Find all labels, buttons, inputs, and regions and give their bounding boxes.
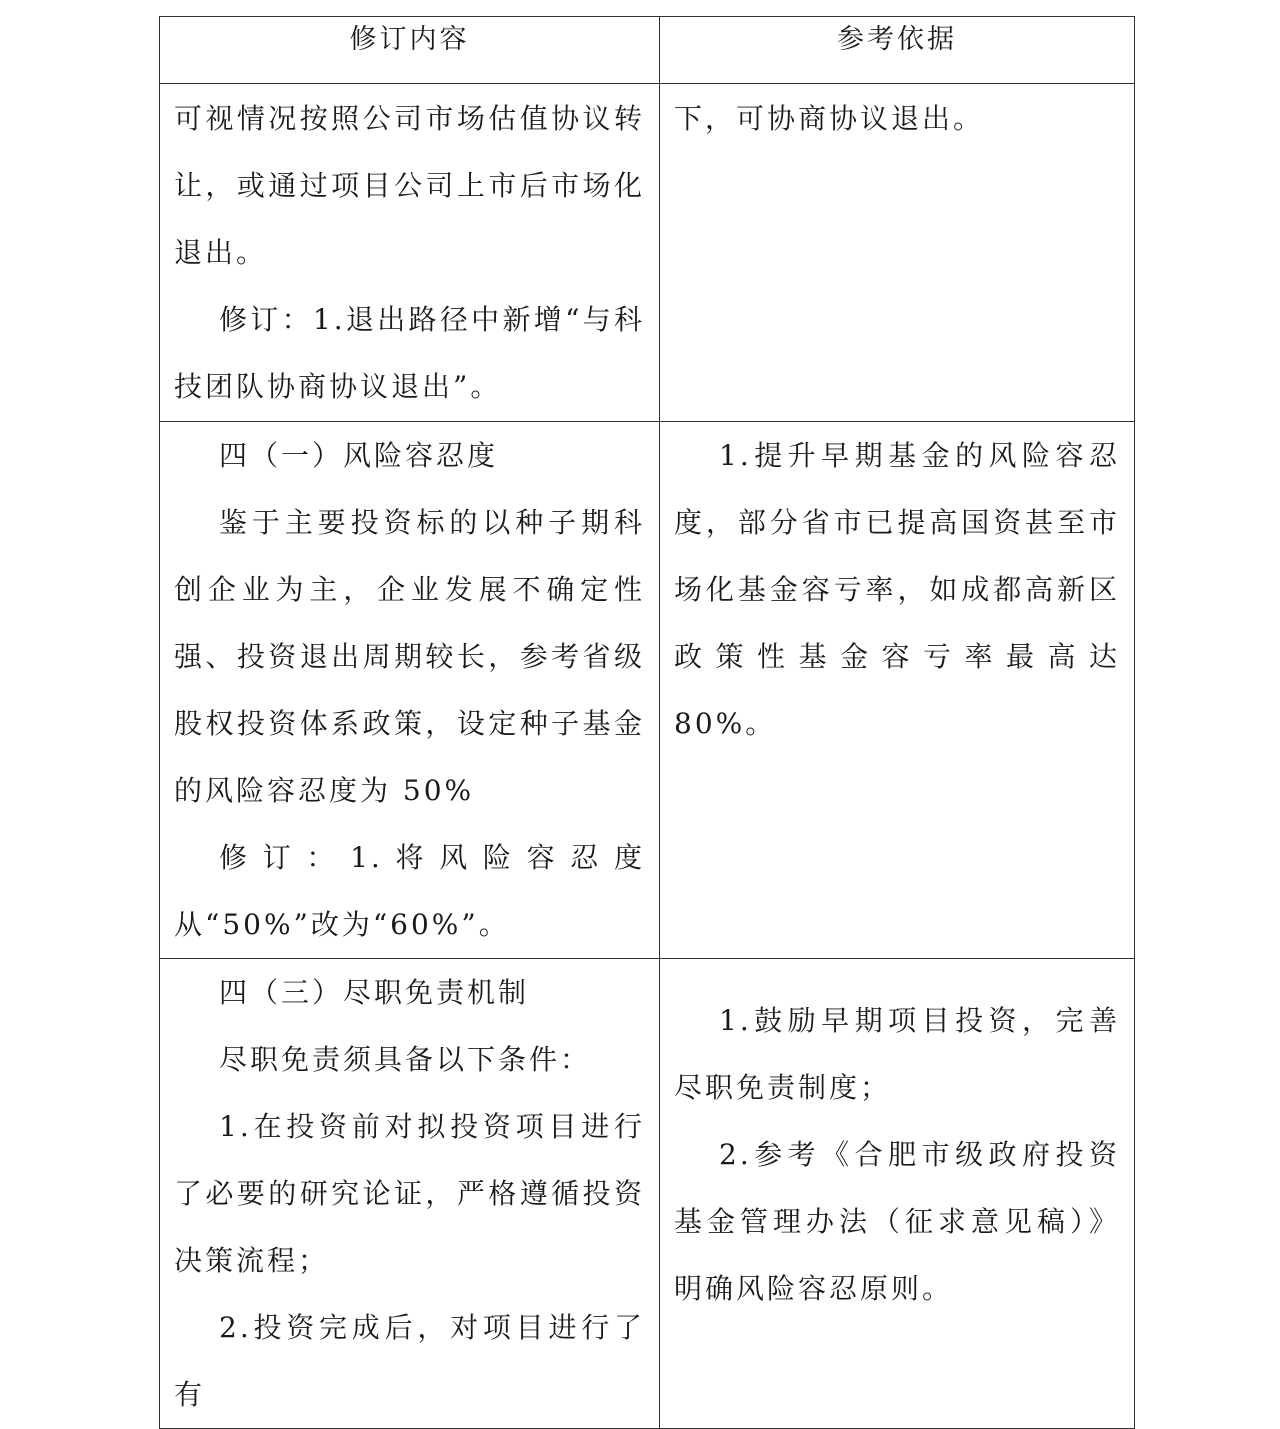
paragraph: 尽职免责须具备以下条件：	[219, 1043, 592, 1076]
paragraph: 2.投资完成后，对项目进行了有	[174, 1311, 645, 1411]
reference-cell	[660, 422, 1135, 959]
paragraph: 1.鼓励早期项目投资，完善尽职免责制度；	[674, 1004, 1120, 1104]
revision-table	[159, 16, 1135, 1429]
paragraph: 鉴于主要投资标的以种子期科创企业为主，企业发展不确定性强、投资退出周期较长，参考省级股权投资体系政策，设定种子基金的风险容忍度为 50%	[174, 506, 645, 807]
section-heading: 四（一）风险容忍度	[219, 439, 499, 472]
header-row	[160, 17, 1135, 84]
header-revision-content: 修订内容	[160, 17, 660, 84]
paragraph: 2.参考《合肥市级政府投资基金管理办法（征求意见稿）》明确风险容忍原则。	[674, 1138, 1120, 1305]
reference-cell	[660, 959, 1135, 1429]
table-row-risk-tolerance	[160, 422, 1135, 959]
revision-cell	[160, 422, 660, 959]
revision-cell	[160, 959, 660, 1429]
reference-cell	[660, 84, 1135, 422]
paragraph: 修订：1.将风险容忍度从“50%”改为“60%”。	[174, 841, 645, 941]
paragraph: 修订：1.退出路径中新增“与科技团队协商协议退出”。	[174, 303, 645, 403]
revision-cell	[160, 84, 660, 422]
paragraph: 1.在投资前对拟投资项目进行了必要的研究论证，严格遵循投资决策流程；	[174, 1110, 645, 1277]
paragraph: 1.提升早期基金的风险容忍度，部分省市已提高国资甚至市场化基金容亏率，如成都高新区政策性基金容亏率最高达 80%。	[674, 439, 1120, 740]
header-reference-basis: 参考依据	[660, 17, 1135, 84]
section-heading: 四（三）尽职免责机制	[219, 976, 530, 1009]
table-row-exit-path	[160, 84, 1135, 422]
paragraph: 可视情况按照公司市场估值协议转让，或通过项目公司上市后市场化退出。	[174, 102, 645, 269]
table-row-due-diligence	[160, 959, 1135, 1429]
paragraph: 下，可协商协议退出。	[674, 102, 985, 135]
